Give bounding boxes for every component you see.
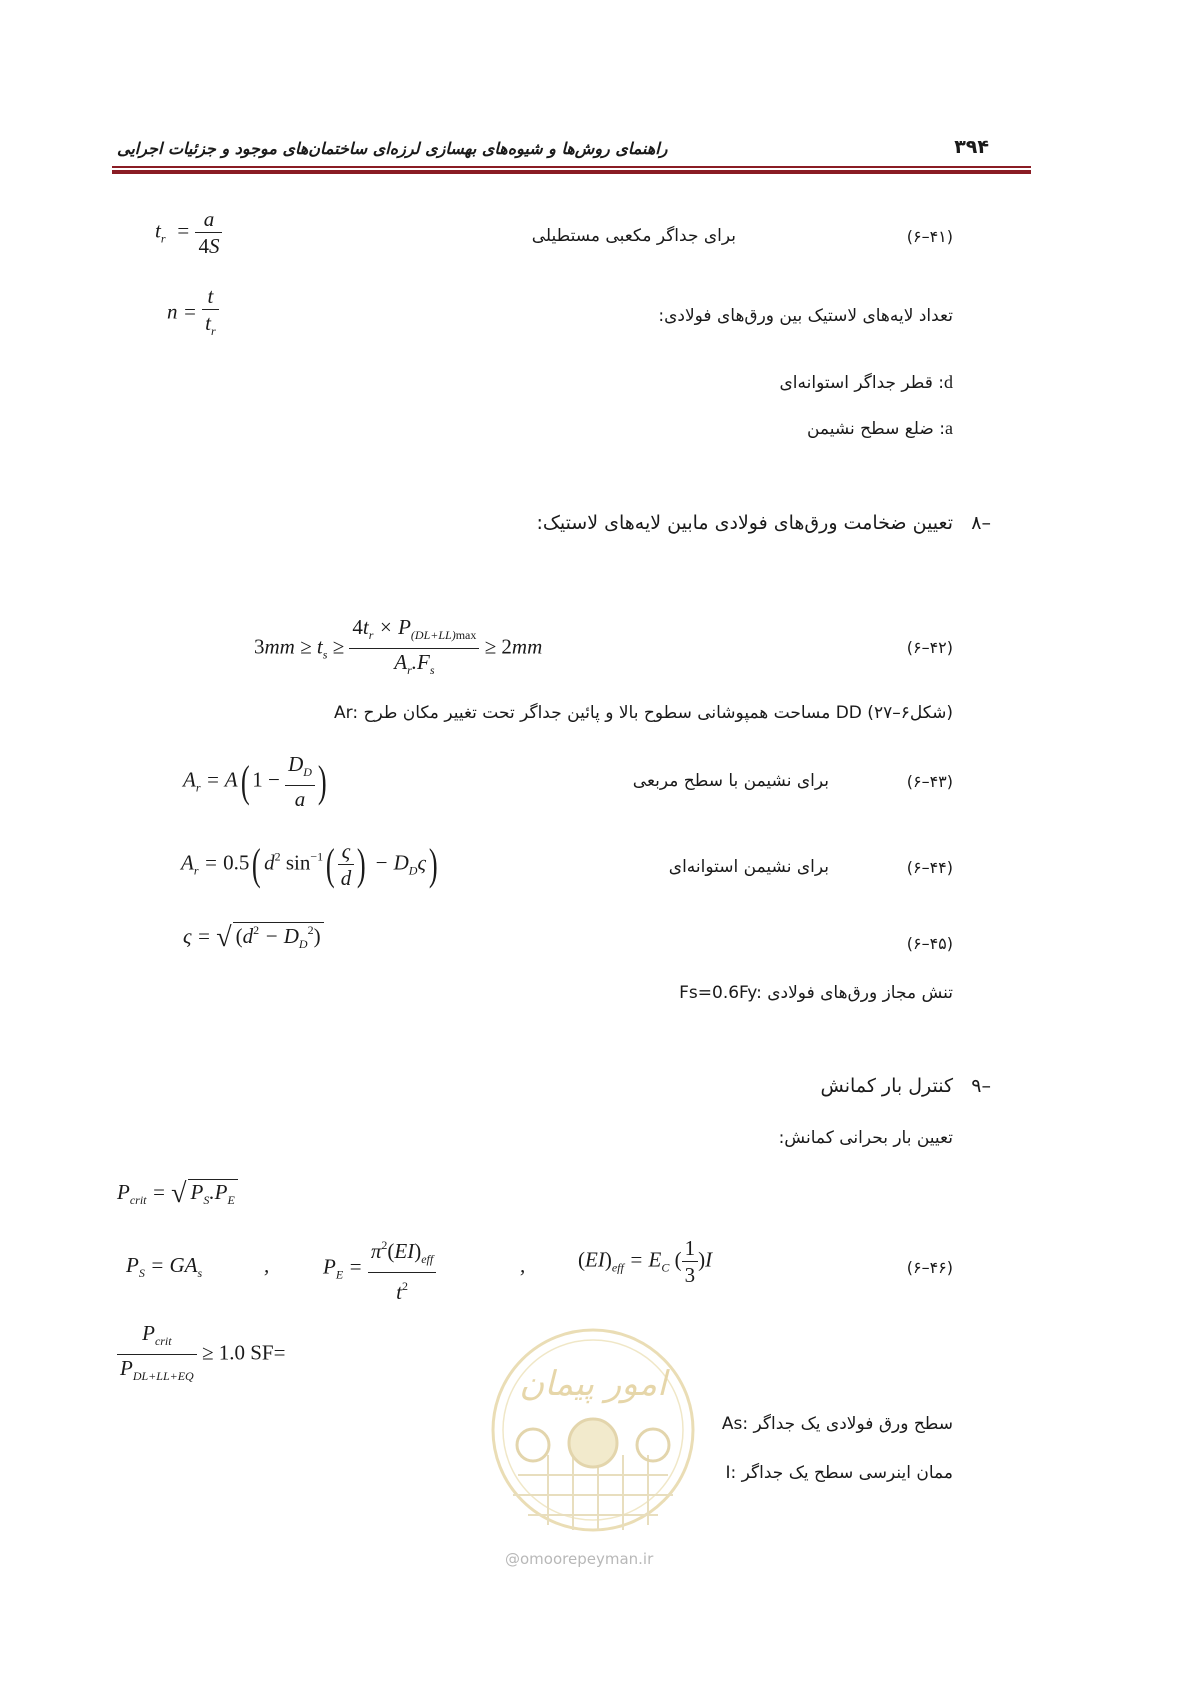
- eq45-number: (۶–۴۵): [906, 934, 953, 953]
- eq42: $3mm \ge t_s$ ≥ $\frac{4t_r \times P_{(DL+LL)max}}{A_r.F_s}$ ≥ 2mm: [254, 615, 543, 677]
- i-definition: I: ممان اینرسی سطح یک جداگر: [725, 1463, 953, 1483]
- eq42-number: (۶–۴۲): [906, 638, 953, 657]
- eq44-number: (۶–۴۴): [906, 858, 953, 877]
- eq41-number: (۶–۴۱): [906, 227, 953, 246]
- eq-safety-factor: $\frac{P_{crit}}{P_{DL+LL+EQ}}$ ≥ 1.0 SF=: [117, 1320, 285, 1389]
- section-8-number: ۸–: [971, 512, 991, 534]
- eq46-comma-2: ,: [520, 1253, 526, 1277]
- eq46-comma-1: ,: [264, 1253, 270, 1277]
- fs-definition: Fs=0.6Fy: تنش مجاز ورق‌های فولادی: [679, 983, 953, 1003]
- eq-pcrit: $P_{crit}$ = √ $P_S.P_E$: [117, 1178, 238, 1210]
- eq45: ς = √ $(d^2 - D_D^2)$: [183, 922, 324, 954]
- at-icon: @: [505, 1550, 520, 1568]
- as-definition: As: سطح ورق فولادی یک جداگر: [721, 1414, 953, 1434]
- watermark-logo: [488, 1325, 698, 1535]
- section-9-subtitle: تعیین بار بحرانی کمانش:: [778, 1128, 953, 1148]
- eq43: $A_r = A$( 1 − $\frac{D_D}{a}$ ): [183, 752, 327, 811]
- eq44-description: برای نشیمن استوانه‌ای: [668, 857, 829, 877]
- eq46-number: (۶–۴۶): [906, 1258, 953, 1277]
- eq43-number: (۶–۴۳): [906, 772, 953, 791]
- layers-description: تعداد لایه‌های لاستیک بین ورق‌های فولادی:: [658, 306, 953, 326]
- watermark-logo-text: امور پیمان: [519, 1364, 667, 1404]
- eq46-ps: $P_S = GA_s$: [126, 1253, 203, 1280]
- section-9-number: ۹–: [971, 1075, 991, 1097]
- page-number: ۳۹۴: [954, 136, 989, 158]
- header-rule: [112, 166, 1031, 168]
- header-rule-thick: [112, 170, 1031, 174]
- eq44: $A_r = 0.5$( $d^2$ $\sin^{-1}$( $\frac{\varsigma}{d}$ ) − $D_D\varsigma$): [181, 839, 438, 890]
- eq-tr: $t_r$ = $\frac{a}{4S}$: [155, 206, 222, 259]
- eq43-description: برای نشیمن با سطح مربعی: [632, 771, 829, 791]
- a-definition: : ضلع سطح نشیمنa: [806, 418, 953, 439]
- eq41-description: برای جداگر مکعبی مستطیلی: [531, 226, 736, 246]
- eq46-ei: $(EI)_{eff} = E_C$ ( $\frac{1}{3}$ )I: [578, 1236, 713, 1287]
- section-8-title: تعیین ضخامت ورق‌های فولادی مابین لایه‌های لاستیک:: [536, 512, 953, 534]
- section-9-title: کنترل بار کمانش: [820, 1075, 953, 1097]
- running-header-title: راهنمای روش‌ها و شیوه‌های بهسازی لرزه‌ای ساختمان‌های موجود و جزئیات اجرایی: [117, 139, 668, 158]
- eq-n: n = $\frac{t}{t_r}$: [167, 283, 219, 344]
- ar-definition: Ar: مساحت همپوشانی سطوح بالا و پائین جداگر تحت تغییر مکان طرح DD (شکل۶–۲۷): [334, 703, 953, 723]
- watermark-url: @omoorepeyman.ir: [505, 1550, 654, 1568]
- d-definition: : قطر جداگر استوانه‌ایd: [779, 372, 953, 393]
- eq46-pe: $P_E$ = $\frac{\pi^2(EI)_{eff}}{t^2}$: [323, 1232, 436, 1305]
